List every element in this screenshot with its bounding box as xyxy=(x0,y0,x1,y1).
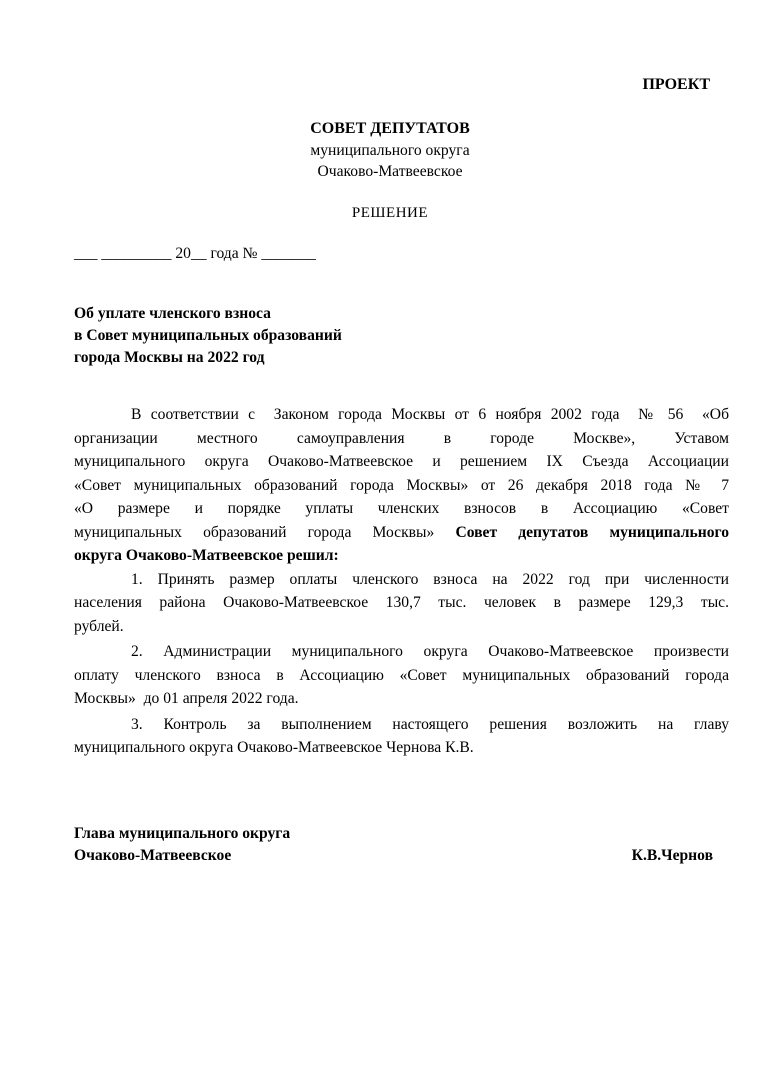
preamble-line: В соответствии с Законом города Москвы от 6 ноября 2002 года № 56 «Об xyxy=(131,406,729,423)
item-line: рублей. xyxy=(74,617,124,635)
signatory-title xyxy=(74,823,424,867)
subject-line: города Москвы на 2022 год xyxy=(74,349,265,366)
preamble xyxy=(74,403,729,568)
item-line: 2. Администрации муниципального округа Очаково-Матвеевское произвести xyxy=(131,643,729,660)
council-resolved-line: округа Очаково-Матвеевское решил: xyxy=(74,547,339,564)
item-line: Москвы» до 01 апреля 2022 года. xyxy=(74,690,299,707)
preamble-line: организации местного самоуправления в городе Москве», Уставом xyxy=(74,429,729,447)
signatory-name: К.В.Чернов xyxy=(631,847,713,864)
date-number-line: ___ _________ 20__ года № _______ xyxy=(74,245,316,262)
item-line: населения района Очаково-Матвеевское 130,7 тыс. человек в размере 129,3 тыс. xyxy=(74,594,729,611)
org-subtitle: муниципального округа xyxy=(310,142,470,159)
org-district: Очаково-Матвеевское xyxy=(317,163,463,180)
item-line: 3. Контроль за выполнением настоящего решения возложить на главу xyxy=(131,715,729,733)
signatory-title-line: Глава муниципального округа xyxy=(74,825,291,842)
document-type: РЕШЕНИЕ xyxy=(351,205,429,221)
signatory-title-line: Очаково-Матвеевское xyxy=(74,847,232,864)
preamble-line: «О размере и порядке уплаты членских взносов в Ассоциацию «Совет xyxy=(74,500,729,517)
item-line: муниципального округа Очаково-Матвеевское Чернова К.В. xyxy=(74,739,474,756)
subject-line: Об уплате членского взноса xyxy=(74,305,271,322)
preamble-line xyxy=(74,521,729,545)
decision-item-1 xyxy=(74,568,729,639)
council-resolved: Совет депутатов муниципального xyxy=(455,523,729,541)
item-line: 1. Принять размер оплаты членского взноса на 2022 год при численности xyxy=(131,570,729,588)
decision-item-3 xyxy=(74,713,729,760)
subject-line: в Совет муниципальных образований xyxy=(74,327,342,344)
item-line: оплату членского взноса в Ассоциацию «Совет муниципальных образований города xyxy=(74,666,729,684)
document-body xyxy=(74,403,729,760)
preamble-line: муниципального округа Очаково-Матвеевское и решением IX Съезда Ассоциации xyxy=(74,453,729,470)
draft-stamp: ПРОЕКТ xyxy=(642,76,710,93)
preamble-text: муниципальных образований города Москвы» xyxy=(74,523,435,541)
org-title: СОВЕТ ДЕПУТАТОВ xyxy=(310,120,470,137)
preamble-line: «Совет муниципальных образований города Москвы» от 26 декабря 2018 года № 7 xyxy=(74,476,729,494)
decision-item-2 xyxy=(74,640,729,711)
decision-subject xyxy=(74,303,474,369)
